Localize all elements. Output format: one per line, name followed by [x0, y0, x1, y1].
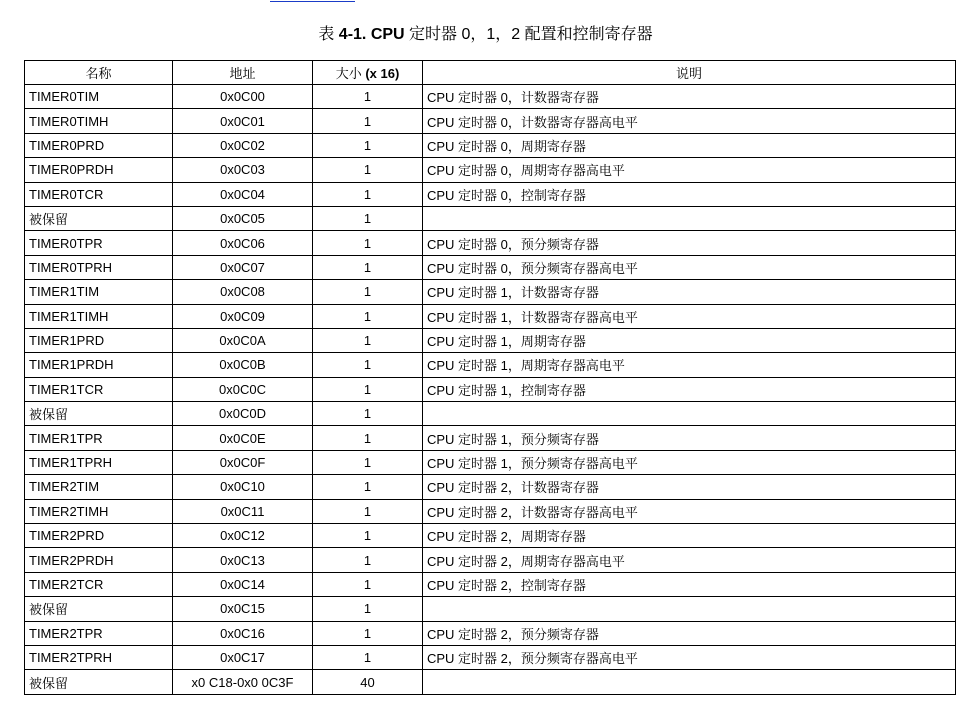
cell-name: TIMER0TCR	[25, 182, 173, 206]
cell-name: TIMER0TPRH	[25, 255, 173, 279]
cell-name: TIMER2PRDH	[25, 548, 173, 572]
cell-address: 0x0C17	[173, 645, 313, 669]
table-row	[25, 426, 956, 450]
table-row	[25, 645, 956, 669]
cell-address: 0x0C03	[173, 158, 313, 182]
cell-description: CPU 定时器 0，控制寄存器	[423, 182, 956, 206]
cell-size: 1	[313, 645, 423, 669]
cell-description: CPU 定时器 2，周期寄存器	[423, 524, 956, 548]
cell-size: 1	[313, 255, 423, 279]
cell-address: 0x0C0B	[173, 353, 313, 377]
caption-prefix: 表	[318, 26, 339, 43]
cell-address: 0x0C11	[173, 499, 313, 523]
cell-name: 被保留	[25, 206, 173, 230]
cell-name: TIMER1TCR	[25, 377, 173, 401]
cell-description: CPU 定时器 0，预分频寄存器	[423, 231, 956, 255]
table-row	[25, 597, 956, 621]
size-label: 大小	[335, 66, 366, 81]
cell-size: 1	[313, 109, 423, 133]
cell-size: 1	[313, 182, 423, 206]
cell-name: TIMER0PRDH	[25, 158, 173, 182]
cell-description: CPU 定时器 0，预分频寄存器高电平	[423, 255, 956, 279]
cell-size: 1	[313, 548, 423, 572]
cell-address: 0x0C0D	[173, 402, 313, 426]
caption-text: 定时器 0，1，2 配置和控制寄存器	[404, 26, 653, 43]
table-row	[25, 133, 956, 157]
cell-size: 1	[313, 85, 423, 109]
table-row	[25, 85, 956, 109]
cell-name: TIMER0TPR	[25, 231, 173, 255]
cell-address: 0x0C0A	[173, 328, 313, 352]
cell-size: 1	[313, 206, 423, 230]
cell-description	[423, 597, 956, 621]
cell-size: 1	[313, 402, 423, 426]
cell-size: 1	[313, 304, 423, 328]
cell-description: CPU 定时器 1，预分频寄存器	[423, 426, 956, 450]
cell-description: CPU 定时器 1，周期寄存器	[423, 328, 956, 352]
cell-name: TIMER2TPR	[25, 621, 173, 645]
cell-description: CPU 定时器 1，周期寄存器高电平	[423, 353, 956, 377]
col-header-name: 名称	[25, 61, 173, 85]
cell-name: TIMER0PRD	[25, 133, 173, 157]
cell-size: 40	[313, 670, 423, 694]
table-row	[25, 475, 956, 499]
table-row	[25, 402, 956, 426]
table-row	[25, 328, 956, 352]
cell-name: TIMER2TIM	[25, 475, 173, 499]
cell-name: TIMER1PRDH	[25, 353, 173, 377]
cell-name: TIMER2TPRH	[25, 645, 173, 669]
cell-size: 1	[313, 475, 423, 499]
table-row	[25, 280, 956, 304]
cell-address: 0x0C15	[173, 597, 313, 621]
cell-address: 0x0C00	[173, 85, 313, 109]
cell-description: CPU 定时器 2，计数器寄存器高电平	[423, 499, 956, 523]
table-row	[25, 206, 956, 230]
cell-description: CPU 定时器 2，计数器寄存器	[423, 475, 956, 499]
cell-size: 1	[313, 231, 423, 255]
register-table	[24, 60, 956, 695]
cell-address: 0x0C07	[173, 255, 313, 279]
cell-name: TIMER1PRD	[25, 328, 173, 352]
cell-size: 1	[313, 280, 423, 304]
cell-description: CPU 定时器 1，预分频寄存器高电平	[423, 450, 956, 474]
cell-name: TIMER2TCR	[25, 572, 173, 596]
header-row	[25, 61, 956, 85]
table-row	[25, 353, 956, 377]
cell-size: 1	[313, 158, 423, 182]
cell-description: CPU 定时器 0，周期寄存器高电平	[423, 158, 956, 182]
cell-address: 0x0C0E	[173, 426, 313, 450]
col-header-address: 地址	[173, 61, 313, 85]
cell-size: 1	[313, 133, 423, 157]
header-rule	[270, 1, 355, 2]
table-row	[25, 499, 956, 523]
cell-address: 0x0C12	[173, 524, 313, 548]
cell-name: 被保留	[25, 402, 173, 426]
table-row	[25, 524, 956, 548]
size-unit: (x 16)	[365, 66, 400, 81]
cell-description	[423, 402, 956, 426]
cell-size: 1	[313, 621, 423, 645]
cell-name: 被保留	[25, 670, 173, 694]
cell-size: 1	[313, 353, 423, 377]
table-row	[25, 304, 956, 328]
cell-name: 被保留	[25, 597, 173, 621]
cell-address: 0x0C13	[173, 548, 313, 572]
cell-address: 0x0C0C	[173, 377, 313, 401]
cell-description: CPU 定时器 1，计数器寄存器高电平	[423, 304, 956, 328]
cell-size: 1	[313, 499, 423, 523]
cell-description: CPU 定时器 2，预分频寄存器	[423, 621, 956, 645]
col-header-description: 说明	[423, 61, 956, 85]
table-row	[25, 548, 956, 572]
cell-address: 0x0C10	[173, 475, 313, 499]
cell-description	[423, 206, 956, 230]
table-row	[25, 621, 956, 645]
cell-description: CPU 定时器 0，周期寄存器	[423, 133, 956, 157]
table-row	[25, 670, 956, 694]
cell-address: 0x0C01	[173, 109, 313, 133]
cell-description: CPU 定时器 1，控制寄存器	[423, 377, 956, 401]
table-row	[25, 572, 956, 596]
cell-name: TIMER1TIM	[25, 280, 173, 304]
cell-name: TIMER1TIMH	[25, 304, 173, 328]
caption-number: 4-1. CPU	[338, 26, 405, 43]
cell-name: TIMER2PRD	[25, 524, 173, 548]
table-caption	[0, 21, 971, 44]
cell-size: 1	[313, 572, 423, 596]
table-row	[25, 182, 956, 206]
cell-address: 0x0C0F	[173, 450, 313, 474]
cell-description: CPU 定时器 2，周期寄存器高电平	[423, 548, 956, 572]
table-row	[25, 377, 956, 401]
cell-size: 1	[313, 597, 423, 621]
cell-name: TIMER1TPRH	[25, 450, 173, 474]
cell-description	[423, 670, 956, 694]
cell-description: CPU 定时器 2，控制寄存器	[423, 572, 956, 596]
cell-address: 0x0C04	[173, 182, 313, 206]
cell-address: 0x0C06	[173, 231, 313, 255]
cell-size: 1	[313, 524, 423, 548]
table-row	[25, 109, 956, 133]
cell-name: TIMER0TIMH	[25, 109, 173, 133]
cell-address: 0x0C05	[173, 206, 313, 230]
cell-size: 1	[313, 426, 423, 450]
cell-size: 1	[313, 377, 423, 401]
cell-description: CPU 定时器 1，计数器寄存器	[423, 280, 956, 304]
table-row	[25, 231, 956, 255]
cell-address: 0x0C14	[173, 572, 313, 596]
cell-name: TIMER2TIMH	[25, 499, 173, 523]
cell-description: CPU 定时器 0，计数器寄存器	[423, 85, 956, 109]
cell-description: CPU 定时器 2，预分频寄存器高电平	[423, 645, 956, 669]
table-row	[25, 255, 956, 279]
cell-address: 0x0C02	[173, 133, 313, 157]
cell-name: TIMER1TPR	[25, 426, 173, 450]
cell-size: 1	[313, 450, 423, 474]
cell-size: 1	[313, 328, 423, 352]
cell-address: 0x0C16	[173, 621, 313, 645]
table-row	[25, 158, 956, 182]
table-row	[25, 450, 956, 474]
cell-name: TIMER0TIM	[25, 85, 173, 109]
cell-description: CPU 定时器 0，计数器寄存器高电平	[423, 109, 956, 133]
cell-address: x0 C18-0x0 0C3F	[173, 670, 313, 694]
cell-address: 0x0C08	[173, 280, 313, 304]
cell-address: 0x0C09	[173, 304, 313, 328]
col-header-size	[313, 61, 423, 85]
